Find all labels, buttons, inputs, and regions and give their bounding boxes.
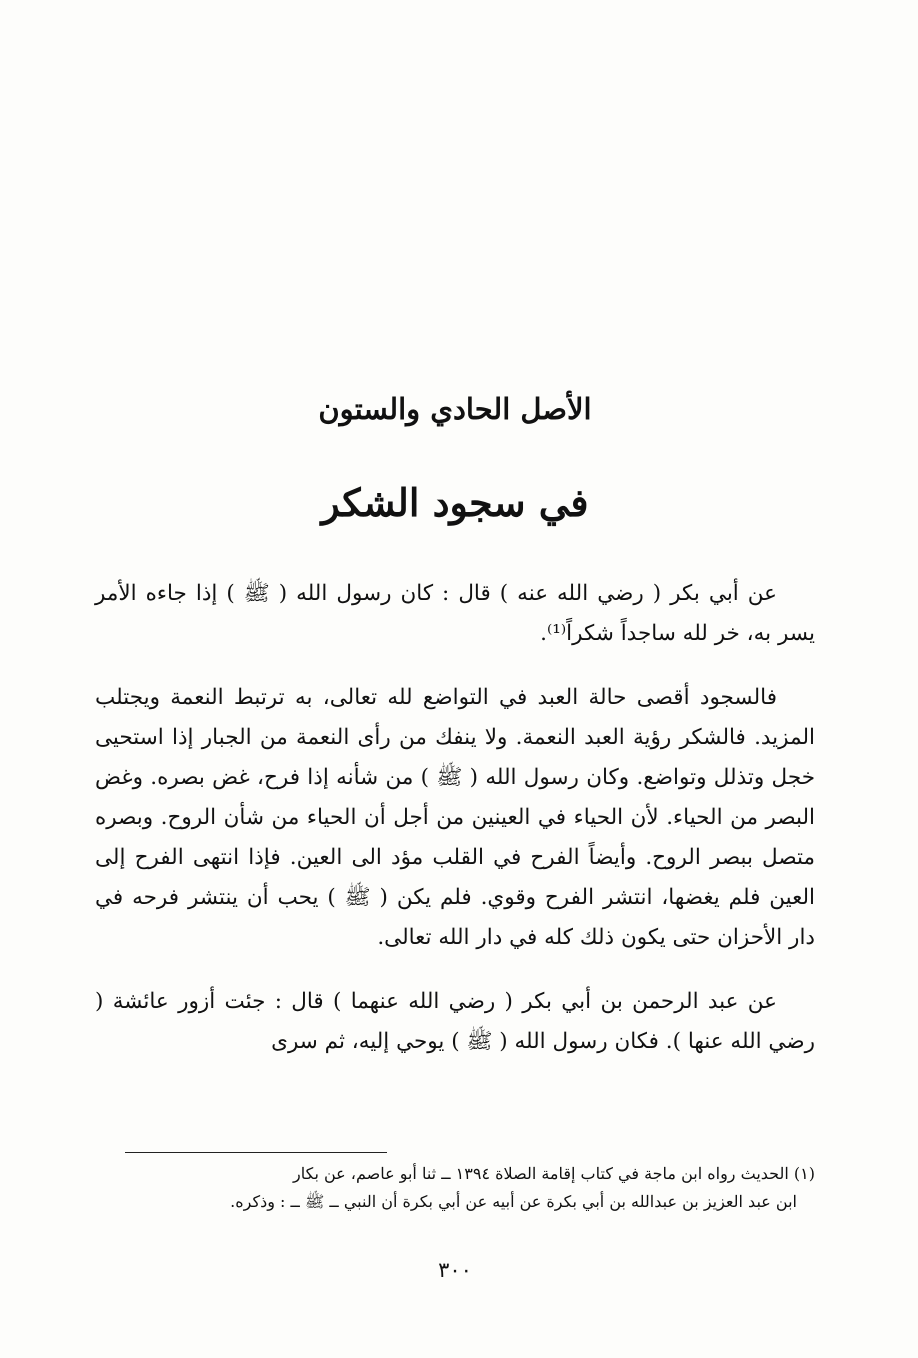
paragraph-3: عن عبد الرحمن بن أبي بكر ( رضي الله عنهما ) قال : جئت أزور عائشة ( رضي الله عنها ). فكان رسول الله ( ﷺ ) يوحي إليه، ثم سرى xyxy=(95,989,815,1054)
document-page xyxy=(95,0,815,1358)
footnotes xyxy=(95,1160,815,1216)
body-text xyxy=(95,574,815,1086)
chapter-subtitle: في سجود الشكر xyxy=(321,480,589,525)
footnote-divider xyxy=(125,1152,387,1153)
page-number: ٣٠٠ xyxy=(438,1258,472,1282)
footnote-line-2: ابن عبد العزيز بن عبدالله بن أبي بكرة عن أبيه عن أبي بكرة أن النبي ــ ﷺ ــ : وذكره. xyxy=(230,1192,797,1211)
paragraph-1: عن أبي بكر ( رضي الله عنه ) قال : كان رسول الله ( ﷺ ) إذا جاءه الأمر يسر به، خر لله ساجداً شكراً⁽¹⁾. xyxy=(95,581,815,646)
paragraph-2: فالسجود أقصى حالة العبد في التواضع لله تعالى، به ترتبط النعمة ويجتلب المزيد. فالشكر رؤية العبد النعمة. ولا ينفك من رأى النعمة من الجبار إذا استحيى خجل وتذلل وتواضع. وكان رسول الله ( ﷺ ) من شأنه إذا فرح، غض بصره. وغض البصر من الحياء. لأن الحياء في العينين من أجل أن الحياء من شأن الروح. وبصره متصل ببصر الروح. وأيضاً الفرح في القلب مؤد الى العين. فإذا انتهى الفرح إلى العين فلم يغضها، انتشر الفرح وقوي. فلم يكن ( ﷺ ) يحب أن ينتشر فرحه في دار الأحزان حتى يكون ذلك كله في دار الله تعالى. xyxy=(95,685,815,950)
chapter-title: الأصل الحادي والستون xyxy=(318,392,592,426)
footnote-line-1: (١) الحديث رواه ابن ماجة في كتاب إقامة الصلاة ١٣٩٤ ــ ثنا أبو عاصم، عن بكار xyxy=(293,1164,815,1183)
